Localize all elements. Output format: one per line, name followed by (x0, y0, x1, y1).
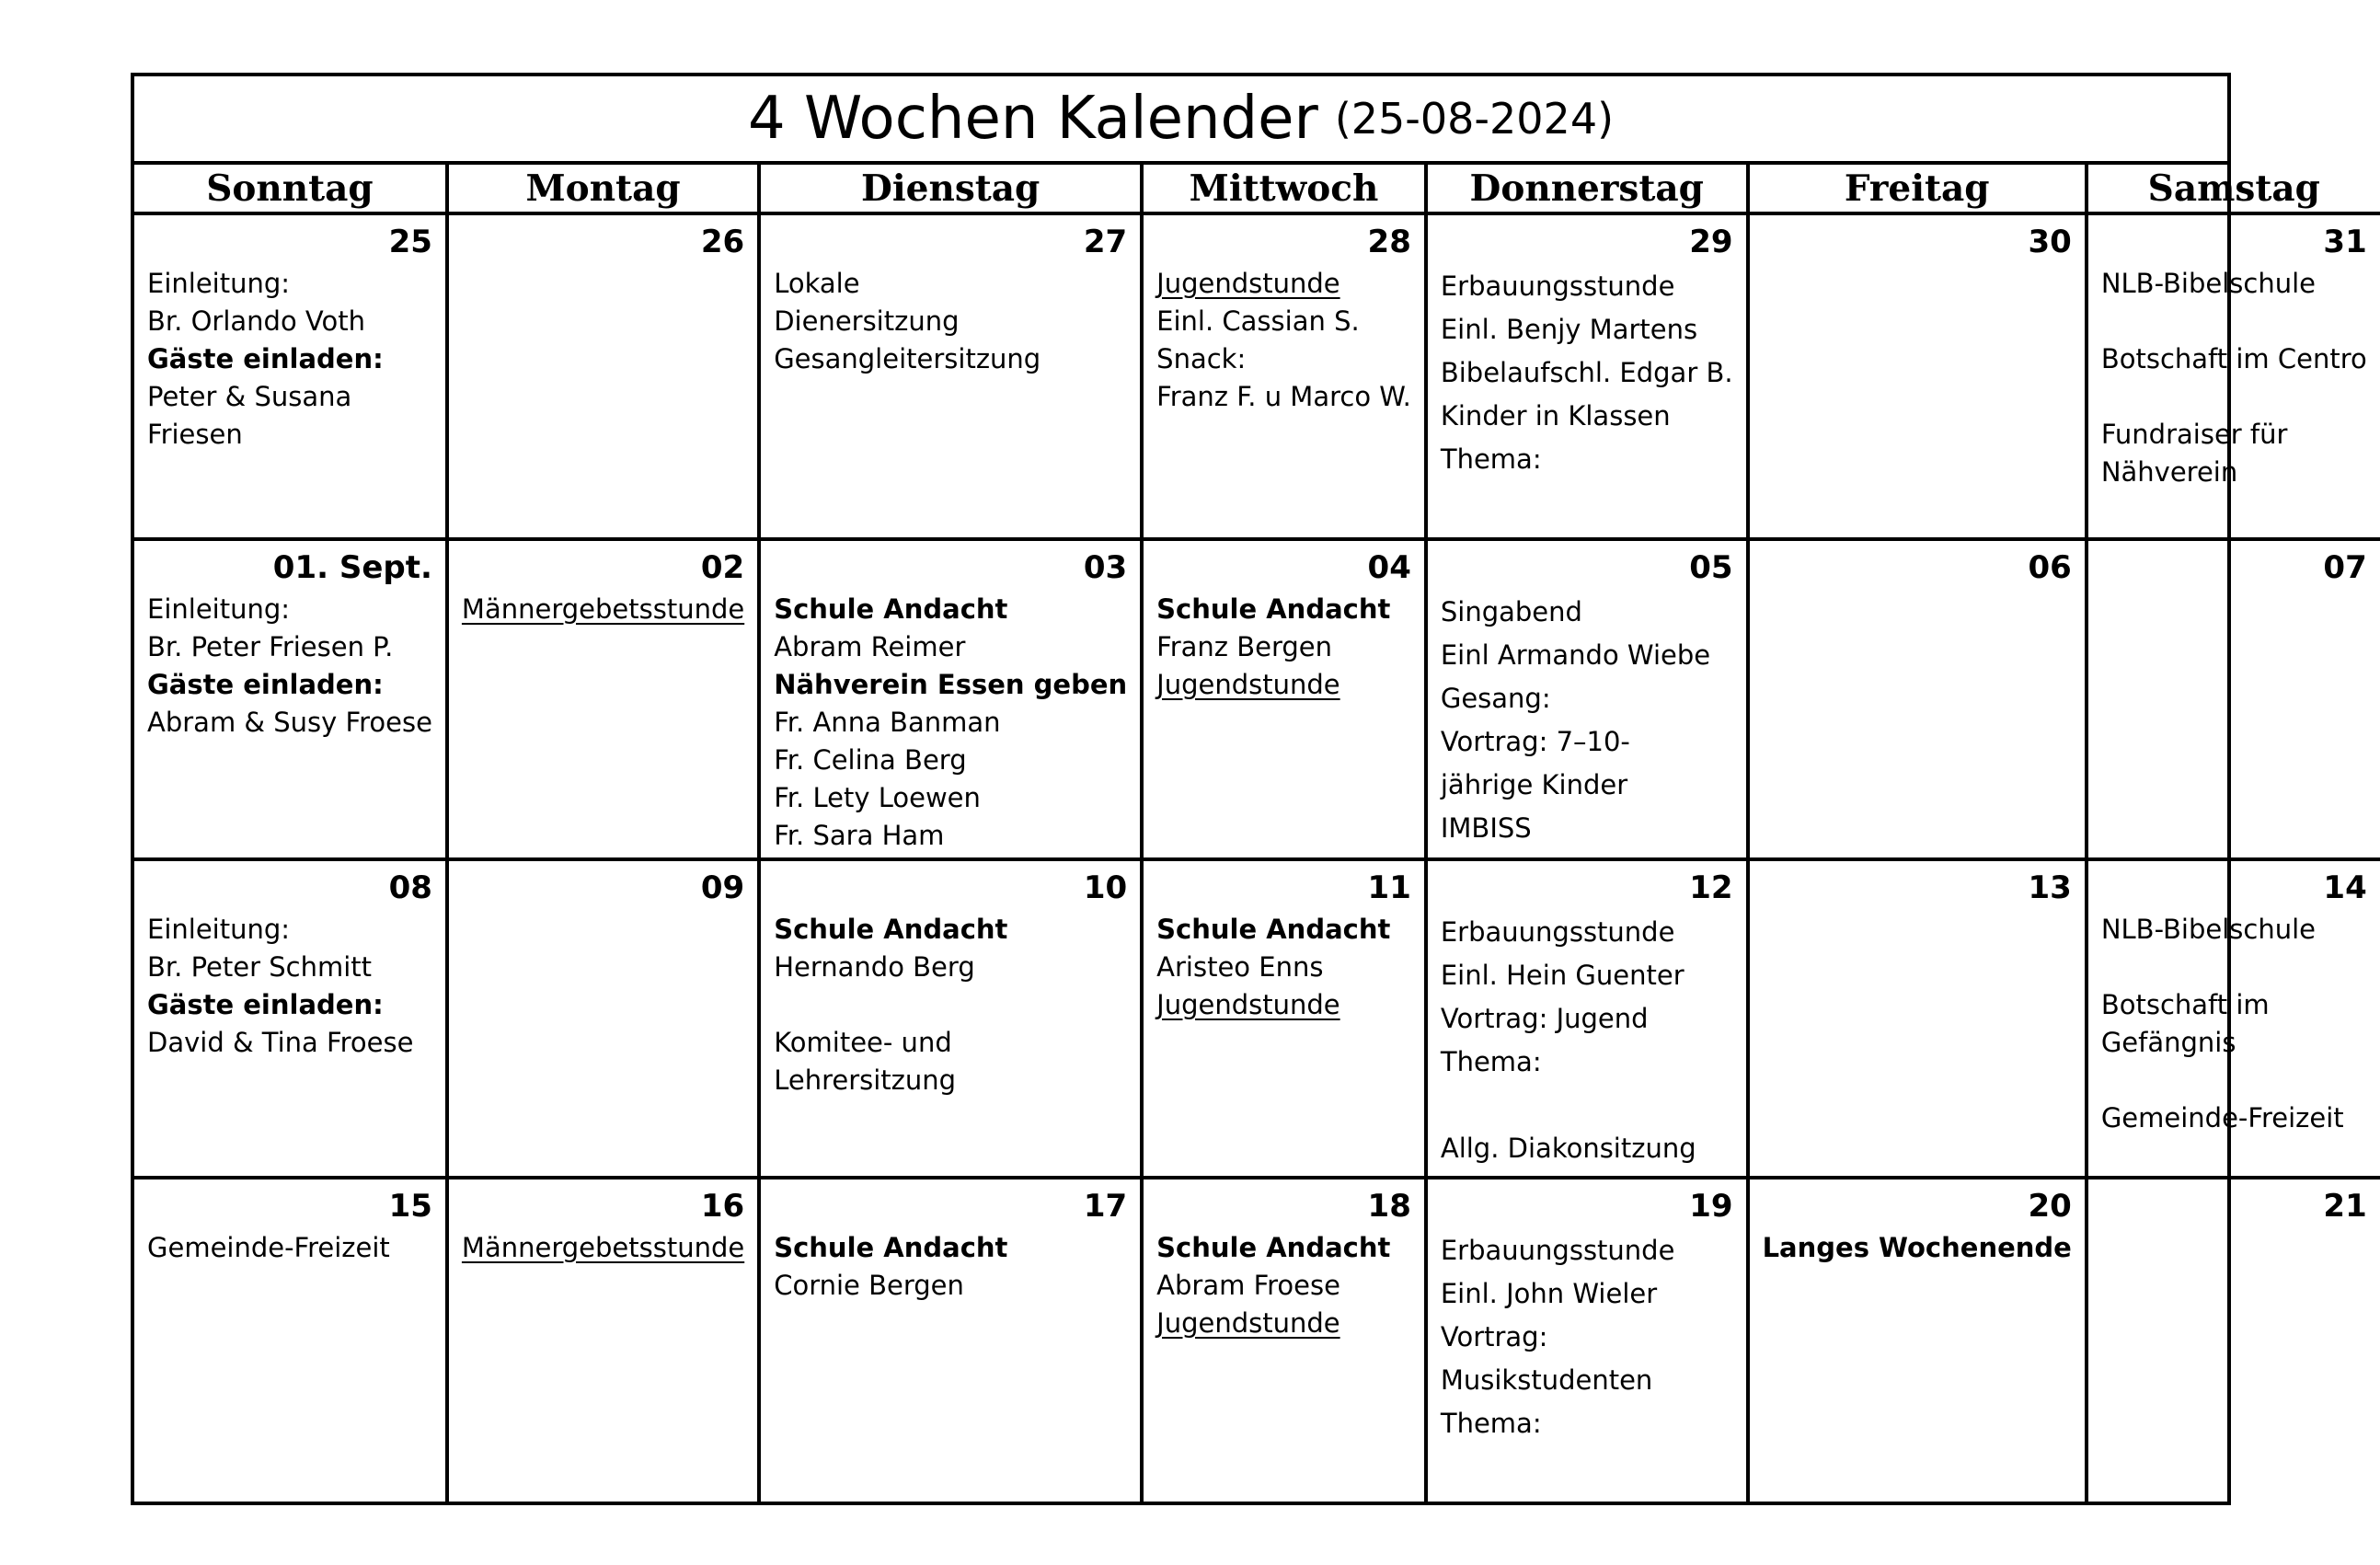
event-line: Cornie Bergen (774, 1270, 964, 1301)
day-cell (1144, 541, 1428, 861)
day-cell (2088, 1180, 2380, 1502)
day-number: 06 (2028, 549, 2072, 586)
event-line: Lehrersitzung (774, 1064, 957, 1096)
event-line: Jugendstunde (1156, 1307, 1340, 1339)
event-line: Franz Bergen (1156, 631, 1333, 662)
day-number: 30 (2028, 224, 2072, 260)
day-number: 11 (1367, 869, 1411, 906)
event-line: Gäste einladen: (147, 343, 384, 374)
day-number: 26 (700, 224, 745, 260)
day-cell (1750, 541, 2088, 861)
event-line: Franz F. u Marco W. (1156, 381, 1411, 412)
day-cell (134, 541, 449, 861)
event-line: Einl. Hein Guenter (1440, 960, 1684, 991)
day-number: 10 (1083, 869, 1128, 906)
event-line: Erbauungsstunde (1440, 270, 1675, 302)
day-number: 31 (2323, 224, 2367, 260)
event-line: Erbauungsstunde (1440, 1235, 1675, 1266)
event-line: Thema: (1440, 1046, 1542, 1077)
calendar-grid (134, 165, 2367, 1502)
event-line: Thema: (1440, 1408, 1542, 1439)
event-line: Gesang: (1440, 683, 1551, 714)
day-cell (449, 1180, 761, 1502)
day-number: 12 (1689, 869, 1733, 906)
event-line: Dienersitzung (774, 305, 960, 337)
event-line: Schule Andacht (1156, 1232, 1391, 1263)
day-cell (1428, 861, 1750, 1180)
day-header-tuesday: Dienstag (761, 165, 1144, 215)
event-line: Abram Froese (1156, 1270, 1340, 1301)
event-line: Friesen (147, 419, 243, 450)
day-number: 20 (2028, 1188, 2072, 1225)
event-line: Peter & Susana (147, 381, 352, 412)
title-date: (25-08-2024) (1334, 94, 1615, 144)
day-cell (1428, 215, 1750, 541)
event-line: NLB-Bibelschule (2100, 268, 2316, 299)
event-line: Schule Andacht (1156, 593, 1391, 625)
event-line (1441, 1084, 1733, 1127)
day-cell (1144, 215, 1428, 541)
event-line: Musikstudenten (1440, 1364, 1653, 1396)
day-number: 13 (2028, 869, 2072, 906)
day-cell (449, 215, 761, 541)
day-cell (1750, 215, 2088, 541)
event-line: Langes Wochenende (1762, 1232, 2072, 1263)
event-line: jährige Kinder (1440, 769, 1628, 800)
event-line: Einl. Cassian S. (1156, 305, 1360, 337)
day-number: 09 (700, 869, 745, 906)
event-line: Aristeo Enns (1156, 951, 1324, 983)
day-cell (761, 215, 1144, 541)
event-line: Thema: (1440, 443, 1542, 475)
event-line: Komitee- und (774, 1027, 952, 1058)
event-line: Br. Peter Schmitt (147, 951, 373, 983)
day-number: 18 (1367, 1188, 1411, 1225)
event-line: Jugendstunde (1156, 989, 1340, 1020)
event-line: Lokale (774, 268, 860, 299)
event-line: IMBISS (1440, 812, 1532, 844)
day-number: 15 (388, 1188, 432, 1225)
event-line: Hernando Berg (774, 951, 975, 983)
event-line (2101, 378, 2367, 416)
event-line: Gesangleitersitzung (774, 343, 1041, 374)
event-line: Snack: (1156, 343, 1247, 374)
event-line: Botschaft im Centro (2100, 343, 2367, 374)
day-header-friday: Freitag (1750, 165, 2088, 215)
event-line: Vortrag: (1440, 1321, 1548, 1352)
day-number: 17 (1083, 1188, 1128, 1225)
day-number: 27 (1083, 224, 1128, 260)
event-line: Gemeinde-Freizeit (2100, 1102, 2344, 1133)
event-line: Schule Andacht (774, 1232, 1008, 1263)
event-line: Gäste einladen: (147, 669, 384, 700)
day-cell (134, 861, 449, 1180)
day-cell (1144, 861, 1428, 1180)
event-line (2101, 949, 2367, 986)
event-line: Einleitung: (147, 593, 291, 625)
day-header-thursday: Donnerstag (1428, 165, 1750, 215)
event-line: Gäste einladen: (147, 989, 384, 1020)
event-line: David & Tina Froese (147, 1027, 414, 1058)
event-line: NLB-Bibelschule (2100, 914, 2316, 945)
event-line: Abram Reimer (774, 631, 966, 662)
event-line: Bibelaufschl. Edgar B. (1440, 357, 1733, 388)
day-number: 07 (2323, 549, 2367, 586)
day-cell (449, 861, 761, 1180)
event-line: Vortrag: 7–10- (1440, 726, 1630, 757)
day-number: 29 (1689, 224, 1733, 260)
event-line: Einleitung: (147, 914, 291, 945)
day-number: 03 (1083, 549, 1128, 586)
event-line: Fr. Anna Banman (774, 707, 1001, 738)
day-cell (2088, 541, 2380, 861)
day-number: 14 (2323, 869, 2367, 906)
event-line: Vortrag: Jugend (1440, 1003, 1649, 1034)
day-number: 25 (388, 224, 432, 260)
event-line: Schule Andacht (774, 914, 1008, 945)
day-header-wednesday: Mittwoch (1144, 165, 1428, 215)
event-line: Männergebetsstunde (461, 593, 745, 625)
event-line: Fundraiser für (2100, 419, 2288, 450)
event-line (2101, 1062, 2367, 1099)
day-cell (761, 861, 1144, 1180)
event-line: Jugendstunde (1156, 669, 1340, 700)
event-line: Jugendstunde (1156, 268, 1340, 299)
event-line: Br. Orlando Voth (147, 305, 365, 337)
day-cell (2088, 861, 2380, 1180)
day-number: 19 (1689, 1188, 1733, 1225)
day-header-monday: Montag (449, 165, 761, 215)
day-cell (1428, 1180, 1750, 1502)
day-cell (761, 541, 1144, 861)
event-line: Allg. Diakonsitzung (1440, 1133, 1696, 1164)
event-line: Erbauungsstunde (1440, 916, 1675, 948)
event-line: Einl. Benjy Martens (1440, 314, 1698, 345)
event-line: Abram & Susy Froese (147, 707, 432, 738)
day-cell (2088, 215, 2380, 541)
event-line: Nähverein (2100, 456, 2238, 488)
event-line: Botschaft im (2100, 989, 2270, 1020)
event-line: Einleitung: (147, 268, 291, 299)
day-header-saturday: Samstag (2088, 165, 2380, 215)
event-line: Schule Andacht (1156, 914, 1391, 945)
event-line: Fr. Lety Loewen (774, 782, 981, 813)
event-line: Nähverein Essen geben (774, 669, 1128, 700)
calendar-title (134, 76, 2227, 165)
event-line: Fr. Sara Ham (774, 820, 945, 851)
event-line (774, 986, 1127, 1024)
event-line: Männergebetsstunde (461, 1232, 745, 1263)
event-line: Gefängnis (2100, 1027, 2236, 1058)
day-cell (134, 215, 449, 541)
day-number: 16 (700, 1188, 745, 1225)
day-number: 04 (1367, 549, 1411, 586)
event-line: Einl Armando Wiebe (1440, 639, 1711, 671)
title-main: 4 Wochen Kalender (747, 85, 1318, 153)
day-cell (449, 541, 761, 861)
day-number: 02 (700, 549, 745, 586)
event-line: Kinder in Klassen (1440, 400, 1671, 432)
event-line: Singabend (1440, 596, 1582, 627)
day-number: 08 (388, 869, 432, 906)
event-line: Schule Andacht (774, 593, 1008, 625)
day-cell (1144, 1180, 1428, 1502)
event-line (2101, 303, 2367, 340)
day-number: 05 (1689, 549, 1733, 586)
event-line: Br. Peter Friesen P. (147, 631, 394, 662)
event-line: Gemeinde-Freizeit (147, 1232, 390, 1263)
event-line: Fr. Celina Berg (774, 744, 967, 776)
day-number: 21 (2323, 1188, 2367, 1225)
calendar (131, 73, 2367, 1505)
day-cell (1428, 541, 1750, 861)
day-cell (134, 1180, 449, 1502)
day-cell (761, 1180, 1144, 1502)
day-cell (1750, 1180, 2088, 1502)
event-line: Einl. John Wieler (1440, 1278, 1658, 1309)
day-number: 01. Sept. (272, 549, 432, 586)
day-cell (1750, 861, 2088, 1180)
day-header-sunday: Sonntag (134, 165, 449, 215)
day-number: 28 (1367, 224, 1411, 260)
